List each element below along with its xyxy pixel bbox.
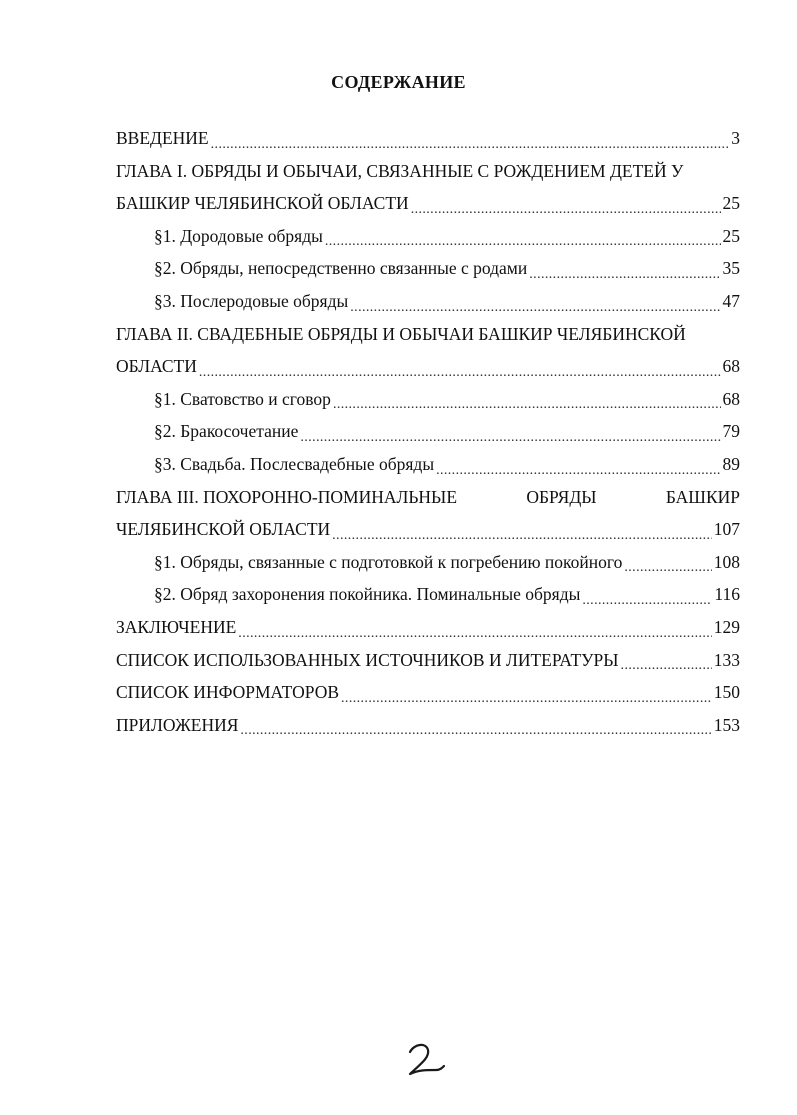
- toc-entry-text: ОБЛАСТИ: [116, 356, 197, 377]
- toc-entry-text: §3. Свадьба. Послесвадебные обряды: [154, 453, 435, 474]
- toc-entry-chapter3: [116, 513, 740, 546]
- toc-entry-text: §2. Обряд захоронения покойника. Поминальные обряды: [154, 584, 581, 605]
- toc-entry-page: 25: [722, 225, 740, 246]
- toc-entry-text: ВВЕДЕНИЕ: [116, 128, 209, 148]
- toc-entry-ch1-sec1: [116, 220, 740, 253]
- toc-entry-page: 150: [713, 682, 740, 703]
- toc-entry-page: 129: [713, 616, 740, 637]
- toc-entry-chapter1-title: [116, 155, 740, 188]
- toc-entry-page: 68: [722, 356, 740, 377]
- toc-leader-dots: [238, 611, 711, 644]
- toc-entry-page: 133: [713, 649, 740, 670]
- toc-entry-page: 47: [722, 290, 740, 311]
- toc-entry-ch2-sec3: [116, 448, 740, 481]
- toc-entry-ch3-sec2: [116, 578, 740, 611]
- toc-entry-ch1-sec2: [116, 252, 740, 285]
- toc-leader-dots: [350, 285, 720, 318]
- toc-entry-page: 107: [713, 519, 740, 540]
- toc-leader-dots: [436, 448, 720, 481]
- toc-entry-page: 35: [722, 258, 740, 279]
- toc-entry-text: ЧЕЛЯБИНСКОЙ ОБЛАСТИ: [116, 519, 331, 540]
- toc-entry-page: 108: [713, 551, 740, 572]
- toc-entry-text: ГЛАВА II. СВАДЕБНЫЕ ОБРЯДЫ И ОБЫЧАИ БАШКИР ЧЕЛЯБИНСКОЙ: [116, 323, 686, 344]
- toc-leader-dots: [325, 220, 721, 253]
- toc-entry-conclusion: [116, 611, 740, 644]
- toc-entry-word: ОБРЯДЫ: [526, 486, 597, 507]
- toc-leader-dots: [624, 546, 711, 579]
- toc-entry-ch1-sec3: [116, 285, 740, 318]
- toc-entry-text: ПРИЛОЖЕНИЯ: [116, 714, 239, 735]
- page-title: СОДЕРЖАНИЕ: [331, 72, 466, 92]
- toc-leader-dots: [411, 187, 721, 220]
- toc-entry-chapter1: [116, 187, 740, 220]
- toc-leader-dots: [333, 383, 721, 416]
- handwritten-page-number: [398, 1040, 448, 1080]
- toc-entry-text: СПИСОК ИНФОРМАТОРОВ: [116, 682, 340, 703]
- toc-entry-page: 89: [722, 453, 740, 474]
- toc-entry-informants: [116, 676, 740, 709]
- toc-leader-dots: [529, 252, 720, 285]
- toc-entry-text: §1. Дородовые обряды: [154, 225, 323, 246]
- toc-entry-appendix: [116, 709, 740, 742]
- toc-entry-page: 116: [714, 584, 740, 605]
- toc-entry-page: 68: [722, 388, 740, 409]
- toc-entry-page: 153: [713, 714, 740, 735]
- toc-entry-text: §1. Сватовство и сговор: [154, 388, 331, 409]
- toc-leader-dots: [211, 122, 730, 155]
- toc-leader-dots: [300, 415, 720, 448]
- toc-entry-text: §2. Бракосочетание: [154, 421, 299, 442]
- toc-entry-word: БАШКИР: [665, 486, 740, 507]
- toc-entry-ch3-sec1: [116, 546, 740, 579]
- toc-entry-text: §3. Послеродовые обряды: [154, 290, 349, 311]
- table-of-contents: [116, 122, 740, 741]
- toc-entry-text: ЗАКЛЮЧЕНИЕ: [116, 616, 237, 637]
- toc-leader-dots: [582, 578, 712, 611]
- toc-entry-chapter3-title: [116, 481, 740, 514]
- toc-entry-word: ГЛАВА III. ПОХОРОННО-ПОМИНАЛЬНЫЕ: [116, 486, 458, 507]
- toc-leader-dots: [199, 350, 721, 383]
- toc-leader-dots: [240, 709, 711, 742]
- toc-leader-dots: [341, 676, 712, 709]
- toc-entry-chapter2: [116, 350, 740, 383]
- toc-leader-dots: [332, 513, 712, 546]
- toc-entry-text: БАШКИР ЧЕЛЯБИНСКОЙ ОБЛАСТИ: [116, 193, 409, 214]
- toc-entry-text: ГЛАВА I. ОБРЯДЫ И ОБЫЧАИ, СВЯЗАННЫЕ С РОЖДЕНИЕМ ДЕТЕЙ У: [116, 160, 684, 181]
- toc-entry-ch2-sec1: [116, 383, 740, 416]
- toc-entry-text: СПИСОК ИСПОЛЬЗОВАННЫХ ИСТОЧНИКОВ И ЛИТЕРАТУРЫ: [116, 649, 619, 670]
- toc-leader-dots: [621, 644, 712, 677]
- toc-entry-intro: [116, 122, 740, 155]
- toc-entry-text: §2. Обряды, непосредственно связанные с родами: [154, 258, 528, 279]
- toc-entry-page: 25: [722, 193, 740, 214]
- toc-entry-text: §1. Обряды, связанные с подготовкой к погребению покойного: [154, 551, 623, 572]
- toc-entry-page: 3: [731, 128, 740, 148]
- toc-entry-page: 79: [722, 421, 740, 442]
- toc-entry-ch2-sec2: [116, 415, 740, 448]
- toc-entry-chapter2-title: [116, 318, 740, 351]
- toc-entry-sources: [116, 644, 740, 677]
